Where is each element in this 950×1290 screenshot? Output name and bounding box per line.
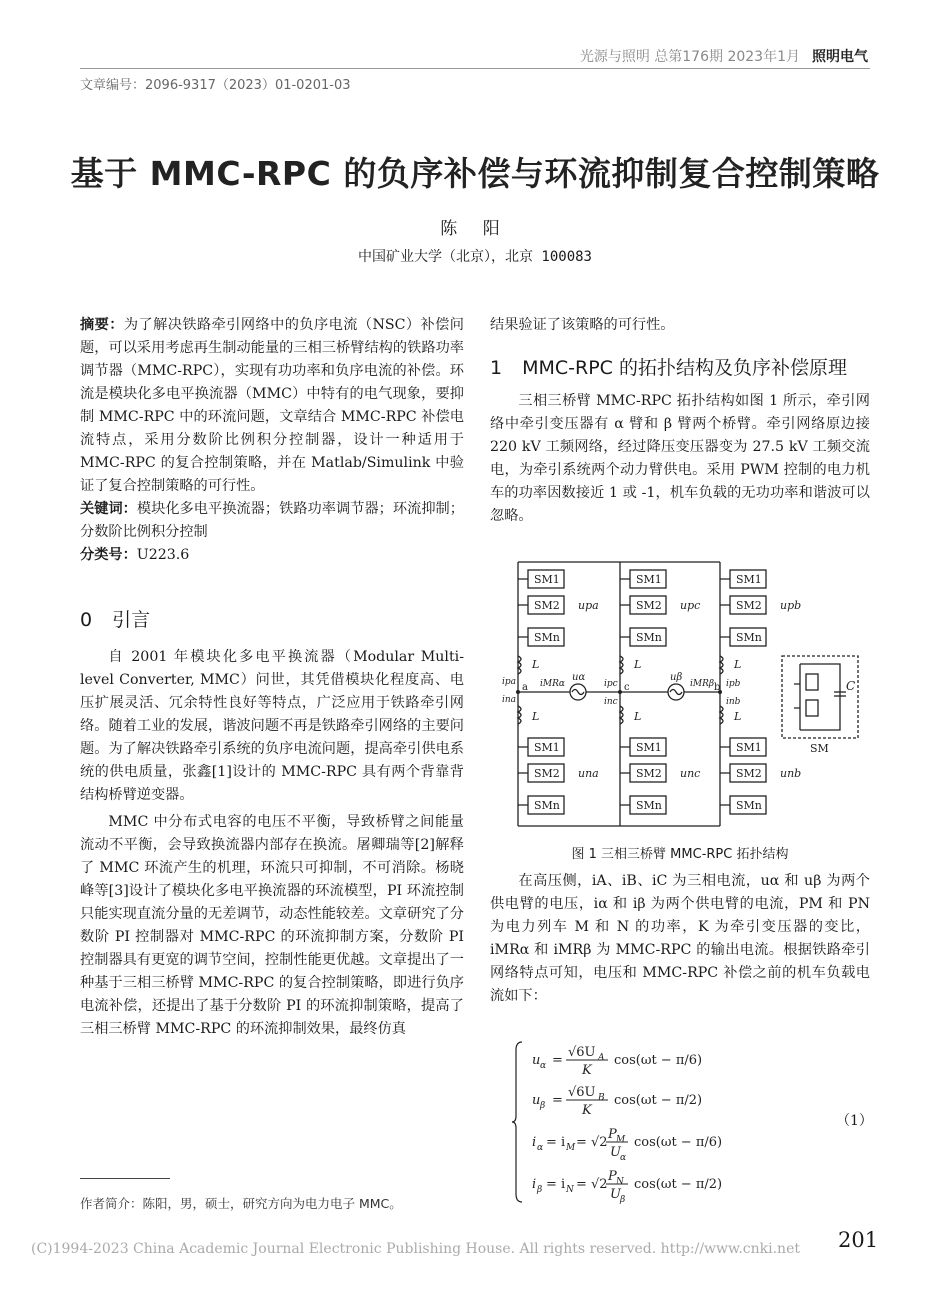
svg-text:cos(ωt − π/6): cos(ωt − π/6) <box>614 1053 703 1068</box>
sm-label: SM1 <box>736 741 762 754</box>
section-1-paragraph-1: 三相三桥臂 MMC-RPC 拓扑结构如图 1 所示，牵引网络中牵引变压器有 α 臂和 β 臂两个桥臂。牵引网络原边接 220 kV 工频网络，经过降压变压器变为 27.5 kV 工频交流电，为牵引系统两个动力臂供电。采用 PWM 控制的电力机车的功率因数接近 1 或 -1，机车负载的无功功率和谐波可以忽略。 <box>490 393 870 524</box>
copyright-footer: (C)1994-2023 China Academic Journal Electronic Publishing House. All rights reserved. http://www.cnki.net <box>30 1241 800 1257</box>
abstract-label: 摘要： <box>80 317 124 333</box>
voltage-unb: unb <box>780 767 802 780</box>
intro-paragraph-1: 自 2001 年模块化多电平换流器（Modular Multi-level Converter, MMC）问世，其凭借模块化程度高、电压扩展灵活、冗余特性良好等特点，广泛应用于铁路牵引网络。随着工业的发展，谐波问题不再是铁路牵引网络的主要问题。为了解决铁路牵引系统的负序电流问题，提高牵引供电系统的供电质量，张鑫[1]设计的 MMC-RPC 具有两个背靠背结构桥臂逆变器。 <box>80 649 464 803</box>
sm-box-label: SM <box>810 742 829 755</box>
section-1-number: 1 <box>490 357 503 379</box>
inductor-label: L <box>532 658 540 671</box>
sm-label: SM1 <box>636 573 662 586</box>
left-column <box>80 314 464 1041</box>
classification-text: U223.6 <box>136 547 190 563</box>
inductor-label: L <box>734 658 742 671</box>
svg-text:u: u <box>532 1053 541 1068</box>
svg-text:= i: = i <box>546 1135 566 1150</box>
voltage-upc: upc <box>680 599 701 612</box>
voltage-una: una <box>578 767 599 780</box>
svg-text:K: K <box>582 1063 592 1078</box>
sm-label: SM2 <box>534 767 560 780</box>
svg-text:P: P <box>608 1127 617 1142</box>
section-1-paragraph-2: 在高压侧，iA、iB、iC 为三相电流，uα 和 uβ 为两个供电臂的电压，iα 和 iβ 为两个供电臂的电流，PM 和 PN 为电力列车 M 和 N 的功率，K 为牵引变压器的变比，iMRα 和 iMRβ 为 MMC-RPC 的输出电流。根据铁路牵引网络特点可知，电压和 MMC-RPC 补偿之前的机车负载电流如下： <box>490 873 870 1004</box>
abstract <box>80 314 464 498</box>
section-label: 照明电气 <box>812 49 868 65</box>
svg-text:= i: = i <box>546 1177 566 1192</box>
current-imra: iMRα <box>540 679 565 689</box>
right-column-top <box>490 314 870 528</box>
header-rule <box>80 68 870 69</box>
sm-label: SM1 <box>636 741 662 754</box>
node-label-a: a <box>522 682 528 693</box>
capacitor-label: C <box>846 679 856 693</box>
svg-text:= √2: = √2 <box>576 1177 608 1192</box>
svg-text:P: P <box>608 1169 617 1184</box>
sm-label: SM1 <box>534 573 560 586</box>
abstract-text: 为了解决铁路牵引网络中的负序电流（NSC）补偿问题，可以采用考虑再生制动能量的三相三桥臂结构的铁路功率调节器（MMC-RPC），实现有功功率和负序电流的补偿。环流是模块化多电平换流器（MMC）中特有的电气现象，要抑制 MMC-RPC 中的环流问题，文章结合 MMC-RPC 补偿电流特点，采用分数阶比例积分控制器，设计一种适用于 MMC-RPC 的复合控制策略，并在 Matlab/Simulink 中验证了复合控制策略的可行性。 <box>80 317 464 494</box>
current-ina: ina <box>502 695 517 705</box>
svg-text:√6U: √6U <box>568 1085 596 1100</box>
svg-text:M: M <box>616 1135 626 1145</box>
inductor-label: L <box>634 658 642 671</box>
keywords-label: 关键词： <box>80 501 137 517</box>
svg-text:√6U: √6U <box>568 1045 596 1060</box>
right-column-bottom <box>490 870 870 1008</box>
svg-text:M: M <box>566 1143 576 1153</box>
inductor-label: L <box>532 710 540 723</box>
figure-1-caption: 图 1 三相三桥臂 MMC-RPC 拓扑结构 <box>571 847 789 862</box>
svg-text:U: U <box>610 1145 621 1160</box>
article-number: 文章编号：2096-9317（2023）01-0201-03 <box>80 78 351 93</box>
node-label-c: c <box>624 682 630 693</box>
svg-text:N: N <box>566 1185 574 1195</box>
svg-text:α: α <box>537 1143 544 1153</box>
sm-label: SM2 <box>636 767 662 780</box>
current-inc: inc <box>604 697 618 707</box>
equation-number: （1） <box>836 1113 873 1129</box>
sm-label: SM1 <box>736 573 762 586</box>
current-ipc: ipc <box>604 679 618 689</box>
section-0-heading <box>80 609 464 632</box>
page-number: 201 <box>838 1228 879 1252</box>
sm-label: SMn <box>636 631 662 644</box>
svg-text:cos(ωt − π/2): cos(ωt − π/2) <box>614 1093 703 1108</box>
svg-text:K: K <box>582 1103 592 1118</box>
svg-text:= √2: = √2 <box>576 1135 608 1150</box>
svg-text:β: β <box>540 1101 546 1111</box>
svg-text:cos(ωt − π/6): cos(ωt − π/6) <box>634 1135 723 1150</box>
paper-title: 基于 MMC-RPC 的负序补偿与环流抑制复合控制策略 <box>70 154 880 193</box>
sm-label: SMn <box>736 799 762 812</box>
inductor-label: L <box>734 710 742 723</box>
current-ipa: ipa <box>502 677 517 687</box>
voltage-upb: upb <box>780 599 802 612</box>
sm-label: SMn <box>534 799 560 812</box>
svg-text:i: i <box>532 1177 537 1192</box>
svg-text:cos(ωt − π/2): cos(ωt − π/2) <box>634 1177 723 1192</box>
author-footnote: 作者简介：陈阳，男，硕士，研究方向为电力电子 MMC。 <box>80 1196 402 1211</box>
svg-text:=: = <box>552 1093 563 1108</box>
sm-label: SM1 <box>534 741 560 754</box>
right-continuation: 结果验证了该策略的可行性。 <box>490 317 675 333</box>
voltage-unc: unc <box>680 767 701 780</box>
current-imrb: iMRβ <box>690 679 715 689</box>
svg-text:β: β <box>537 1185 543 1195</box>
source-ub: uβ <box>670 672 683 683</box>
sm-label: SMn <box>534 631 560 644</box>
svg-text:N: N <box>616 1177 624 1187</box>
keywords-text: 模块化多电平换流器；铁路功率调节器；环流抑制；分数阶比例积分控制 <box>80 501 464 540</box>
running-header <box>580 46 868 66</box>
keywords <box>80 498 464 544</box>
svg-text:A: A <box>598 1053 605 1063</box>
section-1-title: MMC-RPC 的拓扑结构及负序补偿原理 <box>522 357 847 379</box>
svg-text:=: = <box>552 1053 563 1068</box>
classification <box>80 544 464 567</box>
section-0-number: 0 <box>80 609 93 631</box>
svg-text:α: α <box>620 1153 627 1163</box>
intro-paragraph-2: MMC 中分布式电容的电压不平衡，导致桥臂之间能量流动不平衡，会导致换流器内部存在换流。屠卿瑞等[2]解释了 MMC 环流产生的机理，环流只可抑制，不可消除。杨晓峰等[3]设计了模块化多电平换流器的环流模型，PI 环流控制只能实现直流分量的无差调节，动态性能较差。文章研究了分数阶 PI 控制器对 MMC-RPC 的环流抑制方案，分数阶 PI 控制器具有更宽的调节空间，控制性能更优越。文章提出了一种基于三相三桥臂 MMC-RPC 的复合控制策略，即进行负序电流补偿，还提出了基于分数阶 PI 的环流抑制策略，提高了三相三桥臂 MMC-RPC 的环流抑制效果，最终仿真 <box>80 814 464 1037</box>
inductor-label: L <box>634 710 642 723</box>
current-inb: inb <box>726 697 741 707</box>
svg-text:U: U <box>610 1187 621 1202</box>
sm-label: SM2 <box>736 599 762 612</box>
svg-text:u: u <box>532 1093 541 1108</box>
current-ipb: ipb <box>726 679 741 689</box>
section-1-heading <box>490 357 870 380</box>
journal-info: 光源与照明 总第176期 2023年1月 <box>579 49 800 65</box>
sm-label: SMn <box>736 631 762 644</box>
equation-1 <box>512 1038 852 1206</box>
figure-1-topology <box>500 556 872 834</box>
footnote-rule <box>80 1178 170 1179</box>
svg-text:α: α <box>540 1061 547 1071</box>
svg-text:β: β <box>620 1195 626 1205</box>
node-label-b: b <box>714 682 721 693</box>
classification-label: 分类号： <box>80 547 137 563</box>
author: 陈 阳 <box>440 219 510 239</box>
sm-label: SMn <box>636 799 662 812</box>
source-ua: uα <box>572 672 586 683</box>
svg-text:i: i <box>532 1135 537 1150</box>
affiliation: 中国矿业大学（北京），北京 100083 <box>357 249 592 265</box>
sm-label: SM2 <box>636 599 662 612</box>
voltage-upa: upa <box>578 599 599 612</box>
section-0-title: 引言 <box>112 609 151 631</box>
sm-label: SM2 <box>534 599 560 612</box>
sm-label: SM2 <box>736 767 762 780</box>
svg-text:B: B <box>598 1093 605 1103</box>
